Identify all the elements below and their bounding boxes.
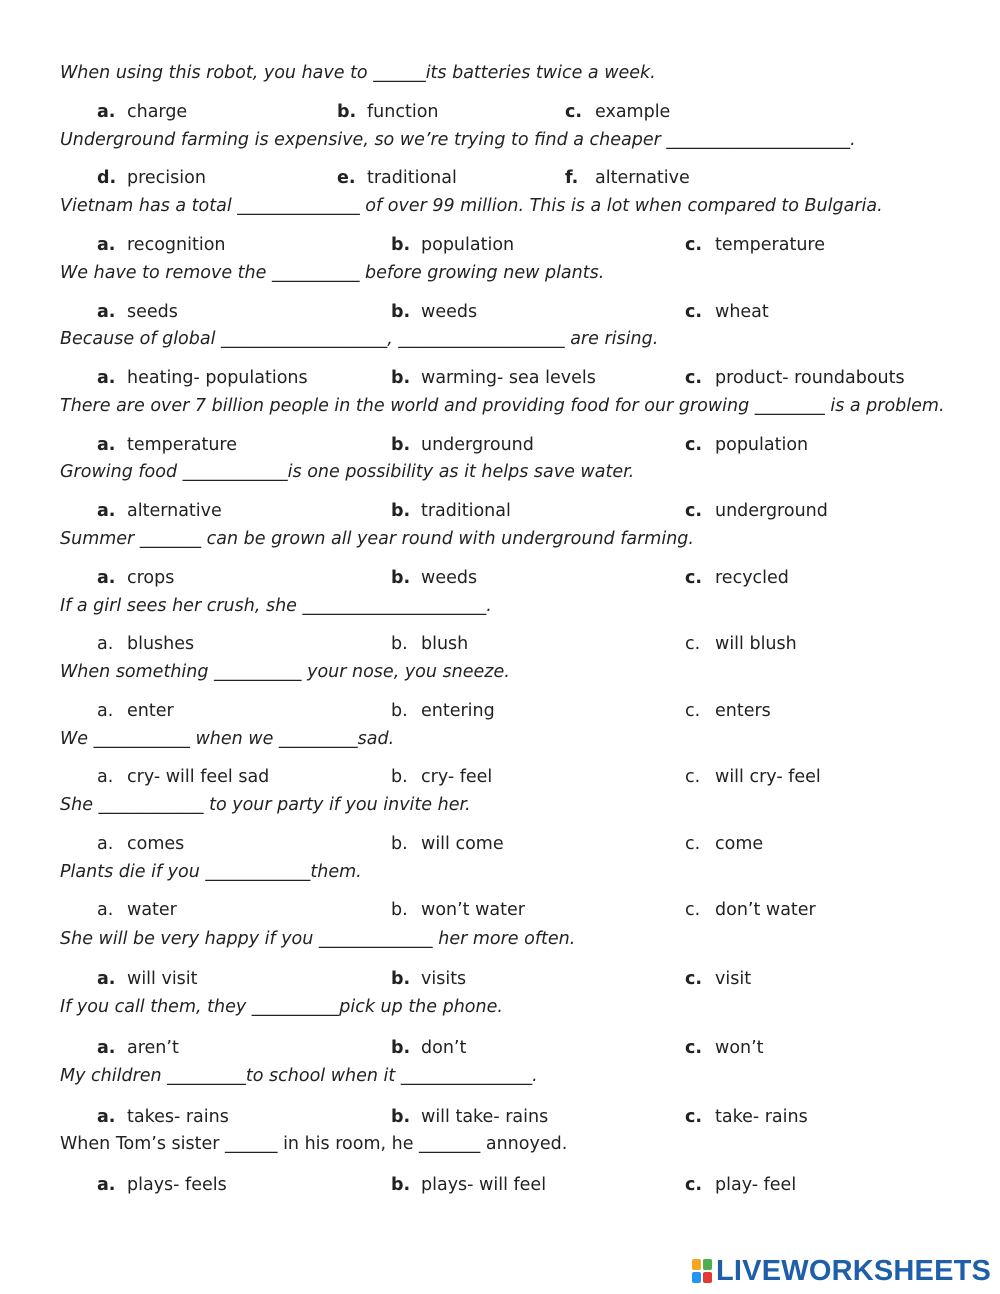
option-text: weeds <box>421 302 478 322</box>
option-text: charge <box>127 102 188 122</box>
option-letter: b. <box>391 767 408 787</box>
option-b[interactable] <box>391 833 504 855</box>
option-a[interactable] <box>97 899 177 921</box>
option-text: visits <box>421 969 467 989</box>
option-c[interactable] <box>685 833 763 855</box>
question-text: If you call them, they __________pick up the phone. <box>60 997 503 1017</box>
option-text: underground <box>715 501 828 521</box>
option-a[interactable] <box>97 1174 227 1196</box>
option-a[interactable] <box>97 1037 179 1059</box>
options-row <box>0 1174 1000 1196</box>
option-text: won’t <box>715 1038 764 1058</box>
option-text: precision <box>127 168 206 188</box>
option-c[interactable] <box>565 101 670 123</box>
option-text: will cry- feel <box>715 767 821 787</box>
option-letter: a. <box>97 969 116 989</box>
option-b[interactable] <box>391 500 511 522</box>
option-letter: a. <box>97 767 114 787</box>
option-text: will come <box>421 834 504 854</box>
option-text: seeds <box>127 302 178 322</box>
option-b[interactable] <box>391 367 596 389</box>
question-text: When using this robot, you have to ______its batteries twice a week. <box>60 63 656 83</box>
question-text: She ____________ to your party if you invite her. <box>60 795 471 815</box>
options-row <box>0 167 1000 189</box>
option-text: recycled <box>715 568 789 588</box>
option-c[interactable] <box>685 367 905 389</box>
logo-text: LIVEWORKSHEETS <box>716 1254 992 1287</box>
option-text: water <box>127 900 177 920</box>
question-text: When something __________ your nose, you sneeze. <box>60 662 510 682</box>
option-letter: a. <box>97 701 114 721</box>
question-text: Vietnam has a total ______________ of over 99 million. This is a lot when compared to Bulgaria. <box>60 196 883 216</box>
option-text: take- rains <box>715 1107 808 1127</box>
option-a[interactable] <box>97 301 178 323</box>
option-a[interactable] <box>97 367 308 389</box>
question-text: Summer _______ can be grown all year round with underground farming. <box>60 529 694 549</box>
option-text: example <box>595 102 671 122</box>
option-b[interactable] <box>391 700 495 722</box>
option-c[interactable] <box>685 567 789 589</box>
option-text: come <box>715 834 764 854</box>
option-letter: b. <box>391 302 411 322</box>
option-letter: f. <box>565 168 579 188</box>
liveworksheets-logo-icon <box>692 1259 712 1283</box>
option-text: traditional <box>421 501 511 521</box>
option-text: population <box>715 435 809 455</box>
option-text: product- roundabouts <box>715 368 905 388</box>
option-a[interactable] <box>97 500 222 522</box>
option-letter: c. <box>685 701 701 721</box>
option-text: function <box>367 102 439 122</box>
option-c[interactable] <box>685 500 828 522</box>
option-text: blushes <box>127 634 195 654</box>
option-text: underground <box>421 435 534 455</box>
options-row <box>0 968 1000 990</box>
option-letter: c. <box>685 1175 703 1195</box>
option-text: temperature <box>715 235 825 255</box>
option-text: enter <box>127 701 174 721</box>
question-text: We ___________ when we _________sad. <box>60 729 395 749</box>
question-text: We have to remove the __________ before growing new plants. <box>60 263 605 283</box>
option-text: don’t water <box>715 900 816 920</box>
option-b[interactable] <box>391 899 525 921</box>
option-letter: c. <box>565 102 583 122</box>
option-letter: b. <box>391 969 411 989</box>
option-letter: c. <box>685 368 703 388</box>
option-a[interactable] <box>97 434 237 456</box>
option-text: visit <box>715 969 752 989</box>
option-text: warming- sea levels <box>421 368 596 388</box>
option-text: comes <box>127 834 185 854</box>
option-letter: b. <box>391 701 408 721</box>
option-letter: b. <box>391 1175 411 1195</box>
option-letter: b. <box>391 235 411 255</box>
option-letter: c. <box>685 302 703 322</box>
option-a[interactable] <box>97 700 174 722</box>
options-row <box>0 833 1000 855</box>
option-b[interactable] <box>337 167 457 189</box>
option-a[interactable] <box>97 567 174 589</box>
option-c[interactable] <box>685 301 769 323</box>
option-letter: a. <box>97 435 116 455</box>
option-c[interactable] <box>685 968 751 990</box>
option-a[interactable] <box>97 234 226 256</box>
question-text: Plants die if you ____________them. <box>60 862 362 882</box>
option-letter: e. <box>337 168 356 188</box>
options-row <box>0 301 1000 323</box>
option-c[interactable] <box>685 700 771 722</box>
option-text: traditional <box>367 168 457 188</box>
options-row <box>0 700 1000 722</box>
options-row <box>0 567 1000 589</box>
option-a[interactable] <box>97 1106 229 1128</box>
option-letter: c. <box>685 767 701 787</box>
option-letter: a. <box>97 102 116 122</box>
option-letter: a. <box>97 834 114 854</box>
option-text: entering <box>421 701 495 721</box>
options-row <box>0 234 1000 256</box>
option-text: weeds <box>421 568 478 588</box>
option-letter: b. <box>391 568 411 588</box>
option-letter: a. <box>97 1107 116 1127</box>
option-text: cry- will feel sad <box>127 767 270 787</box>
option-c[interactable] <box>685 766 821 788</box>
option-b[interactable] <box>391 234 514 256</box>
question-text: If a girl sees her crush, she _____________________. <box>60 596 492 616</box>
question-text: She will be very happy if you _____________ her more often. <box>60 929 576 949</box>
option-text: temperature <box>127 435 237 455</box>
option-letter: c. <box>685 834 701 854</box>
option-c[interactable] <box>685 1174 796 1196</box>
option-c[interactable] <box>685 234 825 256</box>
option-text: recognition <box>127 235 226 255</box>
option-letter: a. <box>97 568 116 588</box>
option-b[interactable] <box>391 1174 546 1196</box>
option-a[interactable] <box>97 167 206 189</box>
option-letter: a. <box>97 368 116 388</box>
options-row <box>0 101 1000 123</box>
option-letter: c. <box>685 235 703 255</box>
options-row <box>0 500 1000 522</box>
question-text: Because of global ___________________, ___________________ are rising. <box>60 329 659 349</box>
option-letter: c. <box>685 969 703 989</box>
option-c[interactable] <box>685 633 797 655</box>
option-b[interactable] <box>391 567 477 589</box>
options-row <box>0 367 1000 389</box>
option-letter: c. <box>685 568 703 588</box>
option-b[interactable] <box>391 301 477 323</box>
question-text: When Tom’s sister ______ in his room, he _______ annoyed. <box>60 1134 568 1154</box>
option-a[interactable] <box>97 968 198 990</box>
option-text: heating- populations <box>127 368 308 388</box>
option-letter: a. <box>97 634 114 654</box>
option-text: alternative <box>595 168 690 188</box>
option-b[interactable] <box>337 101 439 123</box>
option-text: population <box>421 235 515 255</box>
option-text: play- feel <box>715 1175 797 1195</box>
option-text: plays- feels <box>127 1175 227 1195</box>
options-row <box>0 434 1000 456</box>
option-b[interactable] <box>391 968 466 990</box>
option-text: will visit <box>127 969 198 989</box>
option-text: wheat <box>715 302 769 322</box>
option-text: won’t water <box>421 900 525 920</box>
options-row <box>0 1106 1000 1128</box>
question-text: Growing food ____________is one possibility as it helps save water. <box>60 462 635 482</box>
option-text: alternative <box>127 501 222 521</box>
option-b[interactable] <box>391 1106 548 1128</box>
option-letter: b. <box>391 634 408 654</box>
option-letter: c. <box>685 634 701 654</box>
option-text: cry- feel <box>421 767 493 787</box>
option-letter: c. <box>685 1107 703 1127</box>
options-row <box>0 766 1000 788</box>
option-letter: c. <box>685 1038 703 1058</box>
option-text: enters <box>715 701 771 721</box>
liveworksheets-logo[interactable] <box>692 1256 991 1286</box>
option-letter: b. <box>391 435 411 455</box>
option-c[interactable] <box>685 434 808 456</box>
option-text: don’t <box>421 1038 467 1058</box>
option-letter: a. <box>97 1175 116 1195</box>
option-letter: c. <box>685 900 701 920</box>
option-c[interactable] <box>685 1037 764 1059</box>
option-a[interactable] <box>97 101 187 123</box>
option-letter: b. <box>391 900 408 920</box>
question-text: My children _________to school when it _______________. <box>60 1066 538 1086</box>
option-text: blush <box>421 634 469 654</box>
option-text: will take- rains <box>421 1107 549 1127</box>
question-text: There are over 7 billion people in the world and providing food for our growing ________ is a problem. <box>60 396 945 416</box>
option-letter: b. <box>391 501 411 521</box>
option-c[interactable] <box>565 167 690 189</box>
option-b[interactable] <box>391 766 492 788</box>
option-text: crops <box>127 568 175 588</box>
option-text: aren’t <box>127 1038 179 1058</box>
option-a[interactable] <box>97 766 269 788</box>
option-letter: a. <box>97 501 116 521</box>
option-letter: d. <box>97 168 117 188</box>
option-text: will blush <box>715 634 797 654</box>
option-letter: b. <box>337 102 357 122</box>
option-letter: b. <box>391 368 411 388</box>
options-row <box>0 899 1000 921</box>
option-a[interactable] <box>97 633 194 655</box>
option-letter: b. <box>391 834 408 854</box>
option-c[interactable] <box>685 1106 808 1128</box>
options-row <box>0 633 1000 655</box>
option-letter: a. <box>97 235 116 255</box>
option-letter: c. <box>685 501 703 521</box>
option-letter: a. <box>97 1038 116 1058</box>
options-row <box>0 1037 1000 1059</box>
option-b[interactable] <box>391 633 468 655</box>
option-letter: a. <box>97 900 114 920</box>
option-letter: b. <box>391 1107 411 1127</box>
option-text: takes- rains <box>127 1107 229 1127</box>
option-b[interactable] <box>391 434 534 456</box>
option-a[interactable] <box>97 833 184 855</box>
option-letter: a. <box>97 302 116 322</box>
question-text: Underground farming is expensive, so we’re trying to find a cheaper _____________________. <box>60 130 856 150</box>
option-c[interactable] <box>685 899 816 921</box>
option-b[interactable] <box>391 1037 466 1059</box>
option-letter: c. <box>685 435 703 455</box>
option-text: plays- will feel <box>421 1175 547 1195</box>
option-letter: b. <box>391 1038 411 1058</box>
